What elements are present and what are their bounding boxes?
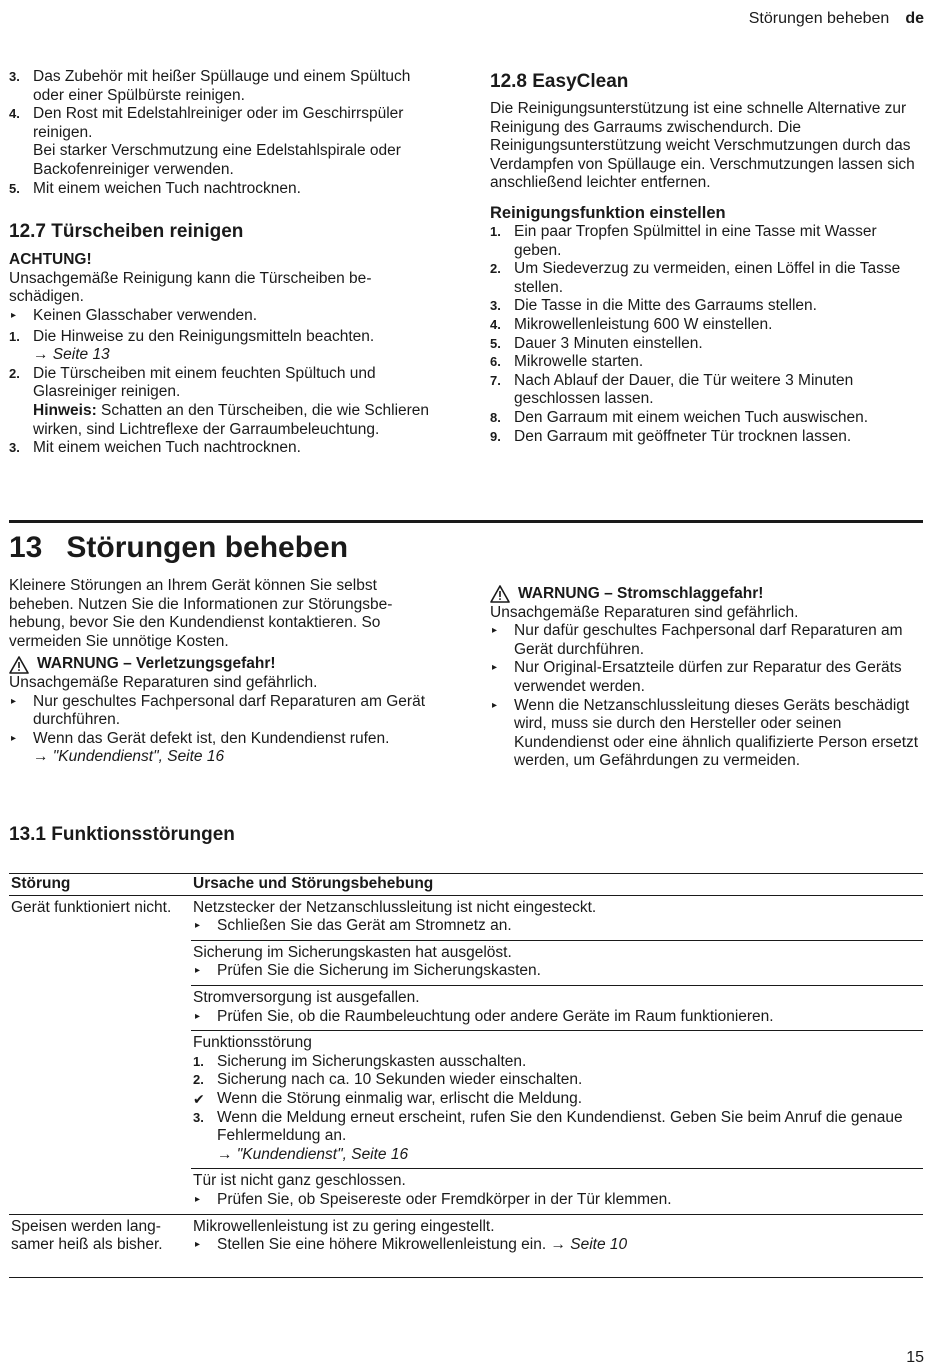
running-header xyxy=(749,10,924,29)
bullet-triangle-icon: ▸ xyxy=(492,625,498,637)
section-heading-12-8: 12.8 EasyClean xyxy=(490,71,629,92)
steps-12-7 xyxy=(9,328,441,458)
caution-title: ACHTUNG! xyxy=(9,251,92,269)
list-item: ▸ Stellen Sie eine höhere Mikrowellenleistung ein. → Seite 10 xyxy=(195,1236,628,1254)
column-header-fault: Störung xyxy=(9,874,191,896)
warning-bullets xyxy=(9,693,441,767)
section-heading-13-1-wrap xyxy=(9,823,235,847)
warning-injury xyxy=(9,655,441,674)
check-icon: ✔ xyxy=(193,1090,205,1107)
list-item: 1. Sicherung im Sicherungskasten ausschalten. xyxy=(193,1052,527,1070)
cause-item: Funktionsstörung 1. Sicherung im Sicherungskasten ausschalten. 2. Sicherung nach ca. 10 Sekunden wieder einschalten. ✔ Wenn die Störung einmalig war, erlischt die Meldung. 3. Wenn die Meldung erneut erscheint, rufen Sie den Kundendienst. Geben Sie beim Anruf die genaue Fehlermeldung an. → "Kundendienst", Seite 16 xyxy=(191,1031,923,1169)
list-item: 8. Den Garraum mit einem weichen Tuch auswischen. xyxy=(490,408,869,426)
bullet-triangle-icon: ▸ xyxy=(11,732,17,744)
section-heading-13-1: 13.1 Funktionsstörungen xyxy=(9,824,235,845)
list-item: 1. Die Hinweise zu den Reinigungsmitteln beachten. → Seite 13 xyxy=(9,327,375,364)
bullet-triangle-icon: ▸ xyxy=(11,309,17,321)
warning-title: WARNUNG – Stromschlaggefahr! xyxy=(518,585,764,602)
list-item: 2. Die Türscheiben mit einem feuchten Spültuch und Glasreiniger reinigen. Hinweis: Schatten an den Türscheiben, die wie Schlieren wirken, sind Lichtreflexe der Garraumbeleuchtung. xyxy=(9,364,430,438)
bullet-triangle-icon: ▸ xyxy=(11,695,17,707)
page-reference: → "Kundendienst", Seite 16 xyxy=(217,1145,409,1163)
list-item: 3. Mit einem weichen Tuch nachtrocknen. xyxy=(9,439,301,457)
column-header-cause: Ursache und Störungsbehebung xyxy=(191,874,923,896)
fault-table-wrap xyxy=(9,873,923,1278)
list-item: 4. Mikrowellenleistung 600 W einstellen. xyxy=(490,315,773,333)
right-column-top xyxy=(490,70,922,446)
bullet-triangle-icon: ▸ xyxy=(195,920,201,932)
continued-steps xyxy=(9,68,441,198)
chapter-title: Störungen beheben xyxy=(66,531,349,564)
page-reference: → Seite 13 xyxy=(33,346,110,364)
bullet-triangle-icon: ▸ xyxy=(492,662,498,674)
fault-table xyxy=(9,873,923,1278)
left-column-top xyxy=(9,68,441,458)
page-reference: → Seite 10 xyxy=(550,1236,628,1254)
bullet-triangle-icon: ▸ xyxy=(195,965,201,977)
list-item: 5. Dauer 3 Minuten einstellen. xyxy=(490,334,703,352)
hint-label: Hinweis: xyxy=(33,401,97,419)
cause-item: Sicherung im Sicherungskasten hat ausgelöst. ▸ Prüfen Sie die Sicherung im Sicherungskasten. xyxy=(191,941,923,986)
warning-triangle-icon xyxy=(490,585,510,603)
cause-item: Tür ist nicht ganz geschlossen. ▸ Prüfen Sie, ob Speisereste oder Fremdkörper in der Tür klemmen. xyxy=(191,1169,923,1213)
list-item: 5. Mit einem weichen Tuch nachtrocknen. xyxy=(9,179,301,197)
bullet-triangle-icon: ▸ xyxy=(195,1239,201,1251)
list-item: ▸ Wenn die Netzanschlussleitung dieses Geräts beschädigt wird, muss sie durch den Hersteller oder seinen Kundendienst oder eine ähnlich qualifizierte Person ersetzt werden, um Gefährdungen zu vermeiden. xyxy=(492,696,919,770)
table-header-row xyxy=(9,874,923,896)
list-item: 2. Sicherung nach ca. 10 Sekunden wieder einschalten. xyxy=(193,1071,583,1089)
list-item: ▸ Nur dafür geschultes Fachpersonal darf Reparaturen am Gerät durchführen. xyxy=(492,622,903,658)
page-reference: → "Kundendienst", Seite 16 xyxy=(33,748,225,766)
list-item: 3. Wenn die Meldung erneut erscheint, rufen Sie den Kundendienst. Geben Sie beim Anruf die genaue Fehlermeldung an. → "Kundendienst", Seite 16 xyxy=(193,1108,903,1163)
easyclean-intro: Die Reinigungsunterstützung ist eine schnelle Alternative zur Reinigung des Garraums zwischendurch. Die Reinigungsunterstützung weicht Verschmutzungen durch das Verdampfen von Spüllauge ein. Verschmutzungen lassen sich anschließend leichter entfernen. xyxy=(490,100,915,192)
table-row xyxy=(9,895,923,1214)
warning-electric-shock xyxy=(490,585,922,604)
bullet-triangle-icon: ▸ xyxy=(195,1193,201,1205)
list-item: 7. Nach Ablauf der Dauer, die Tür weitere 3 Minuten geschlossen lassen. xyxy=(490,371,854,408)
chapter-divider xyxy=(9,520,923,523)
subheading-reinigungsfunktion: Reinigungsfunktion einstellen xyxy=(490,203,726,222)
list-item: ▸ Nur Original-Ersatzteile dürfen zur Reparatur des Geräts verwendet werden. xyxy=(492,659,902,695)
warning-triangle-icon xyxy=(9,656,29,674)
cause-item: Stromversorgung ist ausgefallen. ▸ Prüfen Sie, ob die Raumbeleuchtung oder andere Geräte im Raum funktionieren. xyxy=(191,986,923,1031)
list-item: ▸ Keinen Glasschaber verwenden. xyxy=(11,306,258,324)
list-item: 2. Um Siedeverzug zu vermeiden, einen Löffel in die Tasse stellen. xyxy=(490,260,901,296)
header-title: Störungen beheben xyxy=(748,10,890,27)
list-item: 4. Den Rost mit Edelstahlreiniger oder im Geschirrspüler reinigen. Bei starker Verschmutzung eine Edelstahlspirale oder Backofenreiniger verwenden. xyxy=(9,105,404,178)
list-item: 3. Die Tasse in die Mitte des Garraums stellen. xyxy=(490,297,817,315)
warning-bullets xyxy=(490,622,922,771)
caution-bullets xyxy=(9,307,441,326)
list-item: ▸ Nur geschultes Fachpersonal darf Reparaturen am Gerät durchführen. xyxy=(11,692,426,729)
cause-item: Netzstecker der Netzanschlussleitung ist nicht eingesteckt. ▸ Schließen Sie das Gerät am Stromnetz an. xyxy=(191,896,923,941)
warning-text: Unsachgemäße Reparaturen sind gefährlich. xyxy=(490,603,799,621)
list-item: 9. Den Garraum mit geöffneter Tür trocknen lassen. xyxy=(490,427,852,445)
left-column-chapter xyxy=(9,577,441,767)
fault-cell: Gerät funktioniert nicht. xyxy=(11,898,172,916)
list-item: ▸ Prüfen Sie, ob Speisereste oder Fremdkörper in der Tür klemmen. xyxy=(195,1190,672,1208)
table-row xyxy=(9,1214,923,1277)
list-item: 6. Mikrowelle starten. xyxy=(490,353,644,371)
section-heading-12-7: 12.7 Türscheiben reinigen xyxy=(9,221,244,243)
cause-cell xyxy=(191,895,923,1214)
fault-cell: Speisen werden langsamer heiß als bisher. xyxy=(11,1217,163,1254)
cause-cell xyxy=(191,1214,923,1277)
list-item: ▸ Prüfen Sie die Sicherung im Sicherungskasten. xyxy=(195,962,541,980)
chapter-intro: Kleinere Störungen an Ihrem Gerät können Sie selbst beheben. Nutzen Sie die Informationen zur Störungsbehebung, bevor Sie den Kundendienst kontaktieren. So vermeiden Sie unnötige Kosten. xyxy=(9,577,393,650)
chapter-number: 13 xyxy=(9,531,43,564)
list-item: ▸ Wenn das Gerät defekt ist, den Kundendienst rufen. → "Kundendienst", Seite 16 xyxy=(11,729,390,766)
list-item: ▸ Schließen Sie das Gerät am Stromnetz an. xyxy=(195,917,512,935)
right-column-chapter xyxy=(490,585,922,771)
steps-12-8 xyxy=(490,223,922,446)
bullet-triangle-icon: ▸ xyxy=(492,699,498,711)
warning-title: WARNUNG – Verletzungsgefahr! xyxy=(37,655,276,673)
list-item: ▸ Prüfen Sie, ob die Raumbeleuchtung oder andere Geräte im Raum funktionieren. xyxy=(195,1007,774,1025)
list-item: 1. Ein paar Tropfen Spülmittel in eine Tasse mit Wasser geben. xyxy=(490,222,877,259)
caution-text: Unsachgemäße Reinigung kann die Türscheiben beschädigen. xyxy=(9,269,372,306)
cause-item: Mikrowellenleistung ist zu gering eingestellt. ▸ Stellen Sie eine höhere Mikrowellenleistung ein. → Seite 10 xyxy=(191,1215,923,1277)
warning-text: Unsachgemäße Reparaturen sind gefährlich. xyxy=(9,673,318,691)
bullet-triangle-icon: ▸ xyxy=(195,1010,201,1022)
page-number: 15 xyxy=(906,1349,924,1366)
list-item: 3. Das Zubehör mit heißer Spüllauge und einem Spültuch oder einer Spülbürste reinigen. xyxy=(9,68,411,104)
header-language: de xyxy=(905,10,924,27)
chapter-heading xyxy=(9,530,348,566)
list-item: ✔ Wenn die Störung einmalig war, erlischt die Meldung. xyxy=(193,1089,583,1107)
